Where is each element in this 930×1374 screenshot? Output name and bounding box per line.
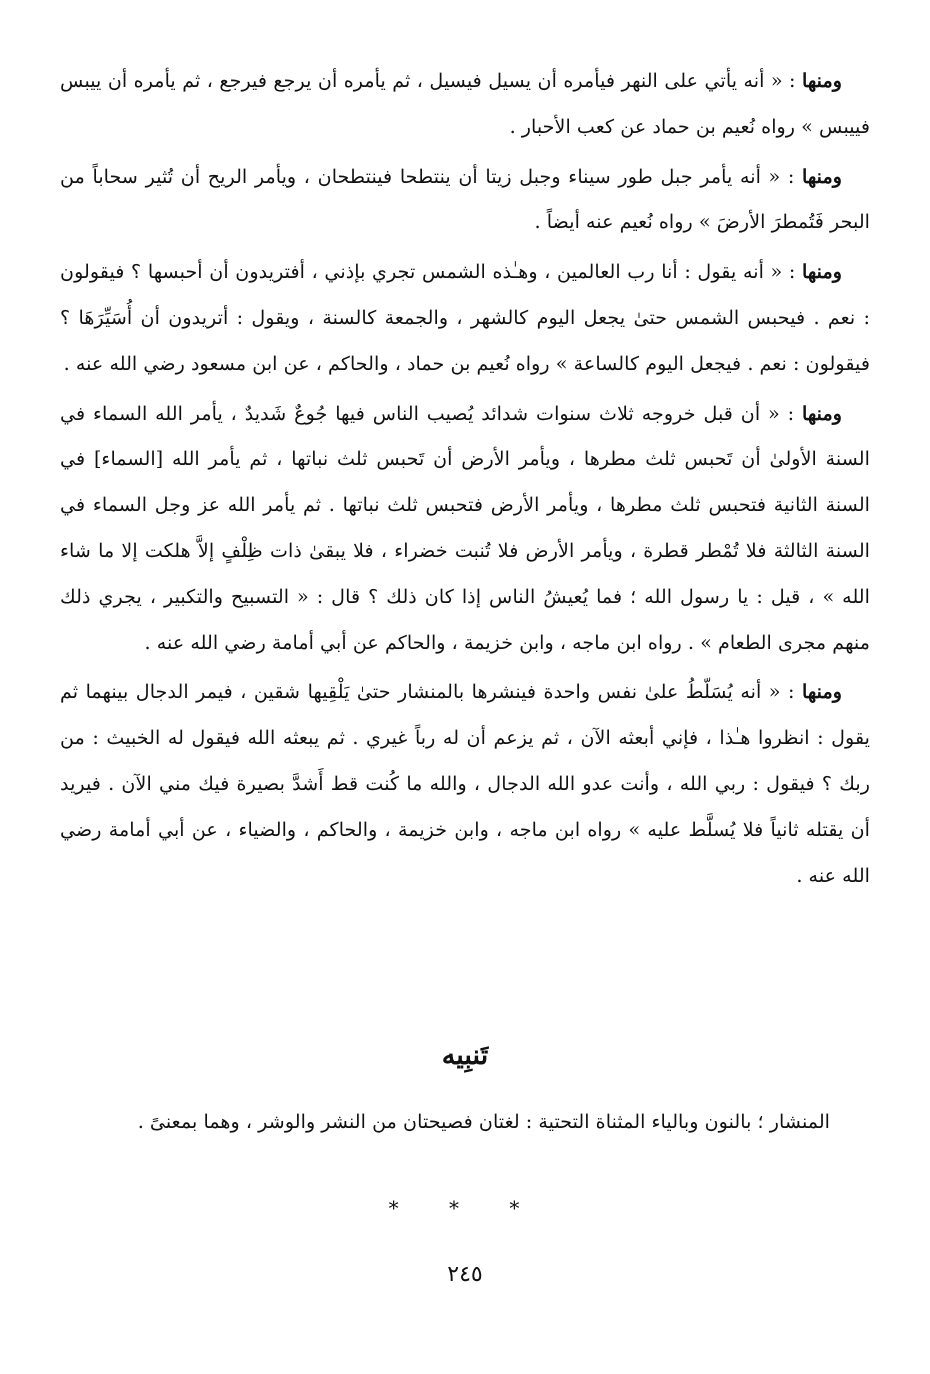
note-text: المنشار ؛ بالنون وبالياء المثناة التحتية : لغتان فصيحتان من النشر والوشر ، وهما بمعنىً . <box>137 1110 830 1133</box>
paragraph-text: : « أنه يُسَلّطُ علىٰ نفس واحدة فينشرها بالمنشار حتىٰ يَلْقِيها شقين ، فيمر الدجال بينهما ثم يقول : انظروا هـٰذا ، فإني أبعثه الآن ، ثم يزعم أن له رباً غيري . ثم يبعثه الله فيقول له الخبيث : من ربك ؟ فيقول : ربي الله ، وأنت عدو الله الدجال ، والله ما كُنت قط أَشدَّ بصيرة فيك مني الآن . فيريد أن يقتله ثانياً فلا يُسلَّط عليه » رواه ابن ماجه ، وابن خزيمة ، والحاكم ، والضياء ، عن أبي أمامة رضي الله عنه . <box>60 680 870 887</box>
paragraph-lead: ومنها <box>801 401 842 425</box>
paragraph-lead: ومنها <box>801 164 842 188</box>
paragraph-text: : « أن قبل خروجه ثلاث سنوات شدائد يُصيب الناس فيها جُوعٌ شَديدٌ ، يأمر الله السماء في السنة الأولىٰ أن تَحبس ثلث مطرها ، ويأمر الأرض أن تَحبس ثلث نباتها ، ثم يأمر الله [السماء] في السنة الثانية فتحبس ثلث مطرها ، ويأمر الأرض فتحبس ثلث نباتها . ثم يأمر الله عز وجل السماء في السنة الثالثة فلا تُمْطر قطرة ، ويأمر الأرض فلا تُنبت خضراء ، فلا يبقىٰ ذات ظِلْفٍ إلاَّ هلكت إلا ما شاء الله » ، قيل : يا رسول الله ؛ فما يُعيشُ الناس إذا كان ذلك ؟ قال : « التسبيح والتكبير ، يجري ذلك منهم مجرى الطعام » . رواه ابن ماجه ، وابن خزيمة ، والحاكم عن أبي أمامة رضي الله عنه . <box>60 401 870 654</box>
paragraph-text: : « أنه يأمر جبل طور سيناء وجبل زيتا أن ينتطحا فينتطحان ، ويأمر الريح أن تُثير سحاباً من البحر فَتُمطرَ الأرضَ » رواه نُعيم عنه أيضاً . <box>60 164 870 234</box>
page-number: ٢٤٥ <box>447 1262 483 1287</box>
paragraph-2 <box>60 154 870 246</box>
paragraph-lead: ومنها <box>801 260 842 284</box>
paragraph-lead: ومنها <box>801 680 842 704</box>
paragraph-text: : « أنه يأتي على النهر فيأمره أن يسيل فيسيل ، ثم يأمره أن يرجع فيرجع ، ثم يأمره أن ييبس فييبس » رواه نُعيم بن حماد عن كعب الأحبار . <box>60 69 870 138</box>
paragraph-4 <box>60 391 870 666</box>
paragraph-text: : « أنه يقول : أنا رب العالمين ، وهـٰذه الشمس تجري بإذني ، أفتريدون أن أحبسها ؟ فيقولون : نعم . فيحبس الشمس حتىٰ يجعل اليوم كالشهر ، والجمعة كالسنة ، ويقول : أتريدون أن أُسَيِّرَهَا ؟ فيقولون : نعم . فيجعل اليوم كالساعة » رواه نُعيم بن حماد ، والحاكم ، عن ابن مسعود رضي الله عنه . <box>60 260 870 375</box>
paragraph-lead: ومنها <box>801 69 842 92</box>
main-text <box>60 58 870 902</box>
paragraph-5 <box>60 669 870 898</box>
separator-asterisks: * * * <box>388 1196 542 1220</box>
section-heading: تَنبِيه <box>441 1040 489 1071</box>
paragraph-3 <box>60 249 870 386</box>
paragraph-1 <box>60 58 870 150</box>
